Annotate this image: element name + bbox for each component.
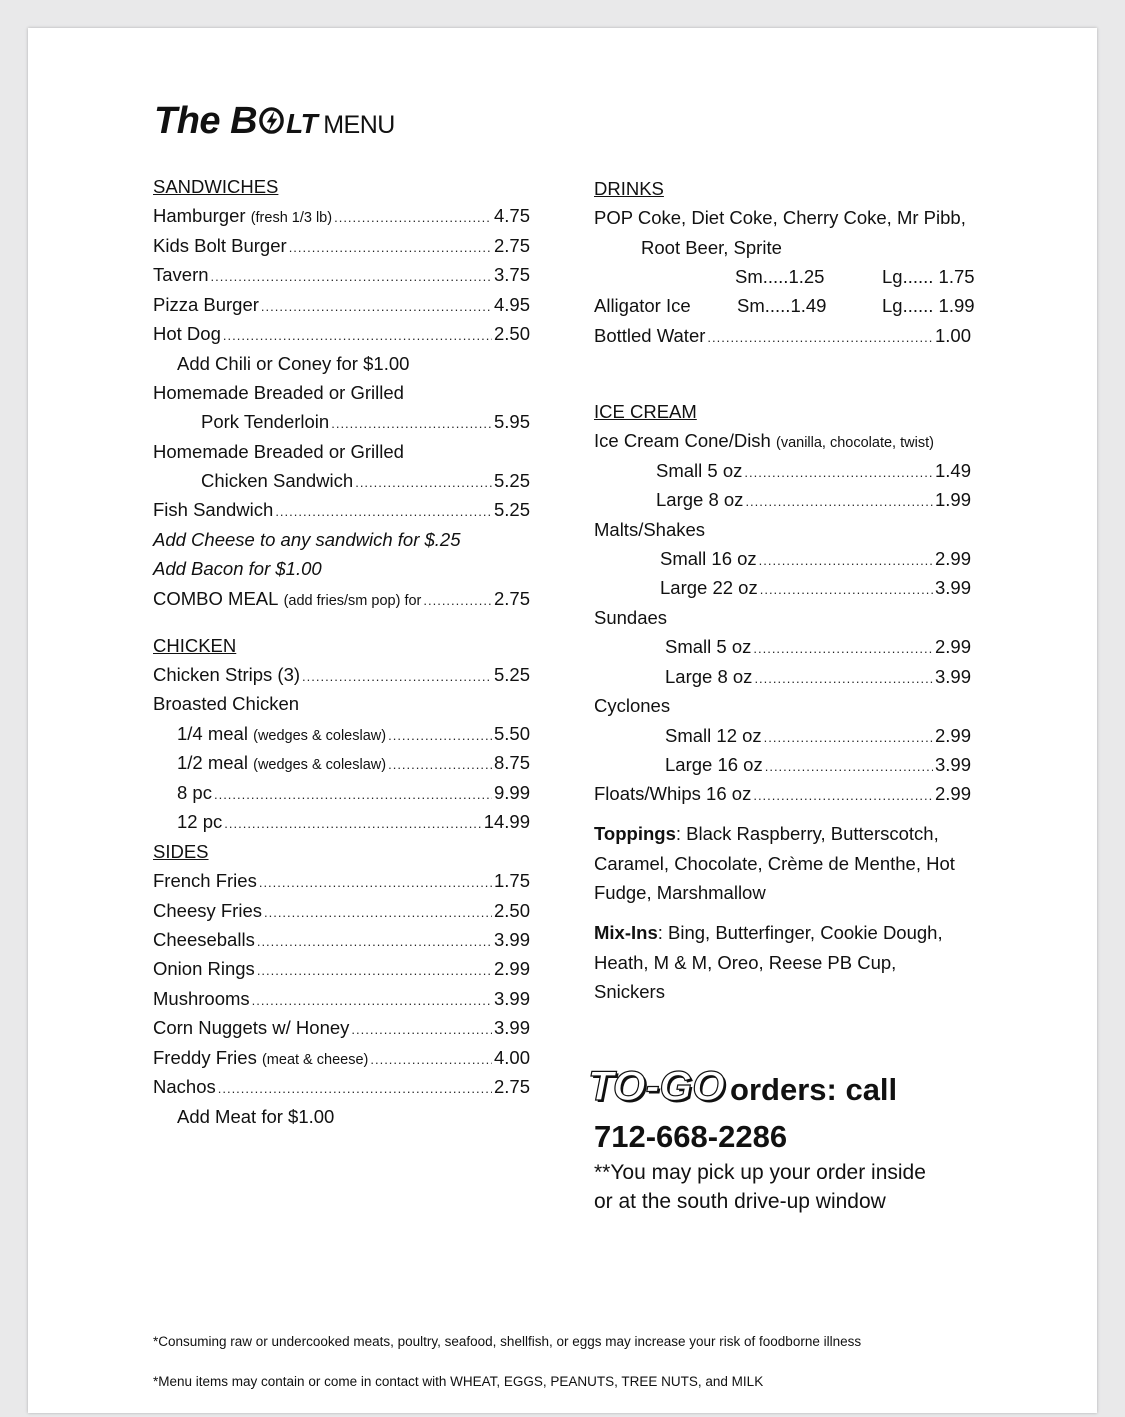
mixins-line2: Heath, M & M, Oreo, Reese PB Cup,	[594, 952, 897, 973]
togo-word: TO-GO	[588, 1062, 725, 1109]
pop-flavors-line1: POP Coke, Diet Coke, Cherry Coke, Mr Pibb,	[594, 207, 966, 228]
item-price: 2.75	[493, 588, 530, 609]
togo-orders-call: orders: call	[730, 1072, 898, 1107]
menu-item-half-meal	[177, 751, 530, 777]
item-price: 2.99	[934, 636, 971, 657]
menu-item-tavern	[153, 263, 530, 289]
chicken-sandwich-description: Homemade Breaded or Grilled	[153, 441, 404, 462]
menu-item-sundae-small	[665, 635, 971, 661]
item-name: Chicken Strips (3)	[153, 664, 301, 685]
broasted-chicken-label: Broasted Chicken	[153, 693, 300, 714]
phone-number[interactable]: 712-668-2286	[594, 1119, 788, 1154]
item-price: 1.75	[493, 870, 530, 891]
footer-disclaimer-raw: *Consuming raw or undercooked meats, poultry, seafood, shellfish, or eggs may increase your risk of foodborne illness	[153, 1334, 862, 1349]
item-name: Ice Cream Cone/Dish	[594, 430, 771, 451]
item-name: Fish Sandwich	[153, 499, 274, 520]
item-price: 2.99	[493, 958, 530, 979]
item-price: 5.25	[493, 664, 530, 685]
menu-item-corn-nuggets	[153, 1016, 530, 1042]
item-price: 2.99	[934, 725, 971, 746]
sandwiches-heading: SANDWICHES	[153, 176, 279, 197]
menu-item-french-fries	[153, 869, 530, 895]
pop-small-price: Sm.....1.25	[735, 266, 825, 287]
menu-item-malt-small	[660, 547, 971, 573]
menu-item-cheesy-fries	[153, 899, 530, 925]
item-name: Small 5 oz	[656, 460, 743, 481]
togo-heading	[588, 1062, 897, 1118]
add-bacon-note: Add Bacon for $1.00	[153, 558, 322, 579]
toppings-line3: Fudge, Marshmallow	[594, 882, 766, 903]
item-name: Kids Bolt Burger	[153, 235, 287, 256]
menu-item-freddy-fries	[153, 1046, 530, 1072]
item-name: Corn Nuggets w/ Honey	[153, 1017, 350, 1038]
item-price: 4.95	[493, 294, 530, 315]
item-name: Hamburger	[153, 205, 246, 226]
item-name: 1/4 meal	[177, 723, 248, 744]
menu-item-nachos	[153, 1075, 530, 1101]
item-price: 1.99	[934, 489, 971, 510]
item-name: Small 16 oz	[660, 548, 757, 569]
item-price: 3.99	[493, 988, 530, 1009]
item-price: 2.75	[493, 235, 530, 256]
item-name: Large 8 oz	[656, 489, 744, 510]
item-name: 1/2 meal	[177, 752, 248, 773]
item-note: (meat & cheese)	[261, 1052, 369, 1068]
menu-title	[154, 100, 395, 143]
item-name: Floats/Whips 16 oz	[594, 783, 752, 804]
title-menu: MENU	[323, 111, 395, 139]
alligator-ice-small-price: Sm.....1.49	[737, 295, 827, 316]
item-price: 3.99	[934, 754, 971, 775]
item-price: 4.00	[493, 1047, 530, 1068]
toppings-label: Toppings	[594, 823, 676, 844]
menu-item-sundae-large	[665, 665, 971, 691]
item-name: COMBO MEAL	[153, 588, 279, 609]
item-price: 2.50	[493, 323, 530, 344]
item-price: 2.99	[934, 548, 971, 569]
menu-item-8-piece	[177, 781, 530, 807]
menu-item-hamburger	[153, 204, 530, 230]
item-price: 2.75	[493, 1076, 530, 1097]
pop-flavors-line2: Root Beer, Sprite	[641, 237, 782, 258]
item-price: 3.99	[934, 577, 971, 598]
item-price: 3.99	[493, 929, 530, 950]
item-name: 12 pc	[177, 811, 223, 832]
item-name: Large 8 oz	[665, 666, 753, 687]
menu-item-malt-large	[660, 576, 971, 602]
add-cheese-note: Add Cheese to any sandwich for $.25	[153, 529, 461, 550]
menu-item-floats-whips	[594, 782, 971, 808]
item-name: Freddy Fries	[153, 1047, 257, 1068]
title-bolt: B LT	[230, 100, 318, 142]
menu-item-12-piece	[177, 810, 530, 836]
item-price: 9.99	[493, 782, 530, 803]
alligator-ice-large-price: Lg...... 1.99	[882, 295, 975, 316]
item-note: (vanilla, chocolate, twist)	[775, 435, 934, 451]
item-name: Pork Tenderloin	[201, 411, 330, 432]
menu-item-cone-small	[656, 459, 971, 485]
item-name: Cheeseballs	[153, 929, 255, 950]
item-note: (fresh 1/3 lb)	[250, 210, 333, 226]
sides-heading: SIDES	[153, 841, 209, 862]
pickup-note-line1: **You may pick up your order inside	[594, 1161, 926, 1184]
item-name: French Fries	[153, 870, 257, 891]
toppings-line1: Toppings: Black Raspberry, Butterscotch,	[594, 823, 939, 844]
menu-item-pork-tenderloin	[201, 410, 530, 436]
mixins-line1: Mix-Ins: Bing, Butterfinger, Cookie Dough,	[594, 922, 943, 943]
item-name: Large 16 oz	[665, 754, 763, 775]
menu-item-cyclone-small	[665, 724, 971, 750]
menu-item-chicken-sandwich	[201, 469, 530, 495]
menu-item-cone-large	[656, 488, 971, 514]
mixins-label: Mix-Ins	[594, 922, 658, 943]
item-name: Onion Rings	[153, 958, 255, 979]
menu-item-hot-dog	[153, 322, 530, 348]
pickup-note-line2: or at the south drive-up window	[594, 1190, 886, 1213]
menu-item-bottled-water	[594, 324, 971, 350]
item-price: 1.49	[934, 460, 971, 481]
item-name: Small 12 oz	[665, 725, 762, 746]
menu-item-quarter-meal	[177, 722, 530, 748]
pork-description: Homemade Breaded or Grilled	[153, 382, 404, 403]
item-price: 4.75	[493, 205, 530, 226]
pop-large-price: Lg...... 1.75	[882, 266, 975, 287]
ice-cream-cone-label	[594, 429, 934, 455]
item-name: Bottled Water	[594, 325, 706, 346]
item-price: 3.99	[934, 666, 971, 687]
menu-item-onion-rings	[153, 957, 530, 983]
item-price: 2.50	[493, 900, 530, 921]
item-price: 1.00	[934, 325, 971, 346]
item-name: Hot Dog	[153, 323, 221, 344]
item-name: Pizza Burger	[153, 294, 259, 315]
item-name: Tavern	[153, 264, 209, 285]
footer-disclaimer-allergens: *Menu items may contain or come in contact with WHEAT, EGGS, PEANUTS, TREE NUTS, and MILK	[153, 1374, 764, 1389]
menu-item-chicken-strips	[153, 663, 530, 689]
toppings-line2: Caramel, Chocolate, Crème de Menthe, Hot	[594, 853, 955, 874]
menu-item-fish-sandwich	[153, 498, 530, 524]
item-price: 3.75	[493, 264, 530, 285]
item-name: Large 22 oz	[660, 577, 758, 598]
menu-item-combo-meal	[153, 587, 530, 613]
alligator-ice-name: Alligator Ice	[594, 295, 691, 316]
add-meat-note: Add Meat for $1.00	[177, 1106, 335, 1127]
item-price: 14.99	[483, 811, 530, 832]
title-the: The	[154, 100, 221, 142]
item-price: 5.25	[493, 499, 530, 520]
malts-shakes-label: Malts/Shakes	[594, 519, 706, 540]
drinks-heading: DRINKS	[594, 178, 664, 199]
menu-item-cheeseballs	[153, 928, 530, 954]
item-name: 8 pc	[177, 782, 212, 803]
menu-item-pizza-burger	[153, 293, 530, 319]
item-name: Mushrooms	[153, 988, 250, 1009]
item-price: 5.95	[493, 411, 530, 432]
item-price: 8.75	[493, 752, 530, 773]
menu-item-kids-burger	[153, 234, 530, 260]
add-chili-note: Add Chili or Coney for $1.00	[177, 353, 410, 374]
item-name: Small 5 oz	[665, 636, 752, 657]
sundaes-label: Sundaes	[594, 607, 668, 628]
item-name: Chicken Sandwich	[201, 470, 354, 491]
item-price: 5.25	[493, 470, 530, 491]
menu-item-cyclone-large	[665, 753, 971, 779]
item-name: Cheesy Fries	[153, 900, 262, 921]
item-price: 5.50	[493, 723, 530, 744]
item-price: 2.99	[934, 783, 971, 804]
chicken-heading: CHICKEN	[153, 635, 237, 656]
menu-item-mushrooms	[153, 987, 530, 1013]
item-name: Nachos	[153, 1076, 216, 1097]
cyclones-label: Cyclones	[594, 695, 671, 716]
ice-cream-heading: ICE CREAM	[594, 401, 697, 422]
item-note: (wedges & coleslaw)	[253, 728, 387, 744]
mixins-line3: Snickers	[594, 981, 665, 1002]
item-price: 3.99	[493, 1017, 530, 1038]
item-note: (add fries/sm pop) for	[283, 593, 422, 609]
item-note: (wedges & coleslaw)	[253, 757, 387, 773]
lightning-bolt-icon	[258, 107, 285, 134]
